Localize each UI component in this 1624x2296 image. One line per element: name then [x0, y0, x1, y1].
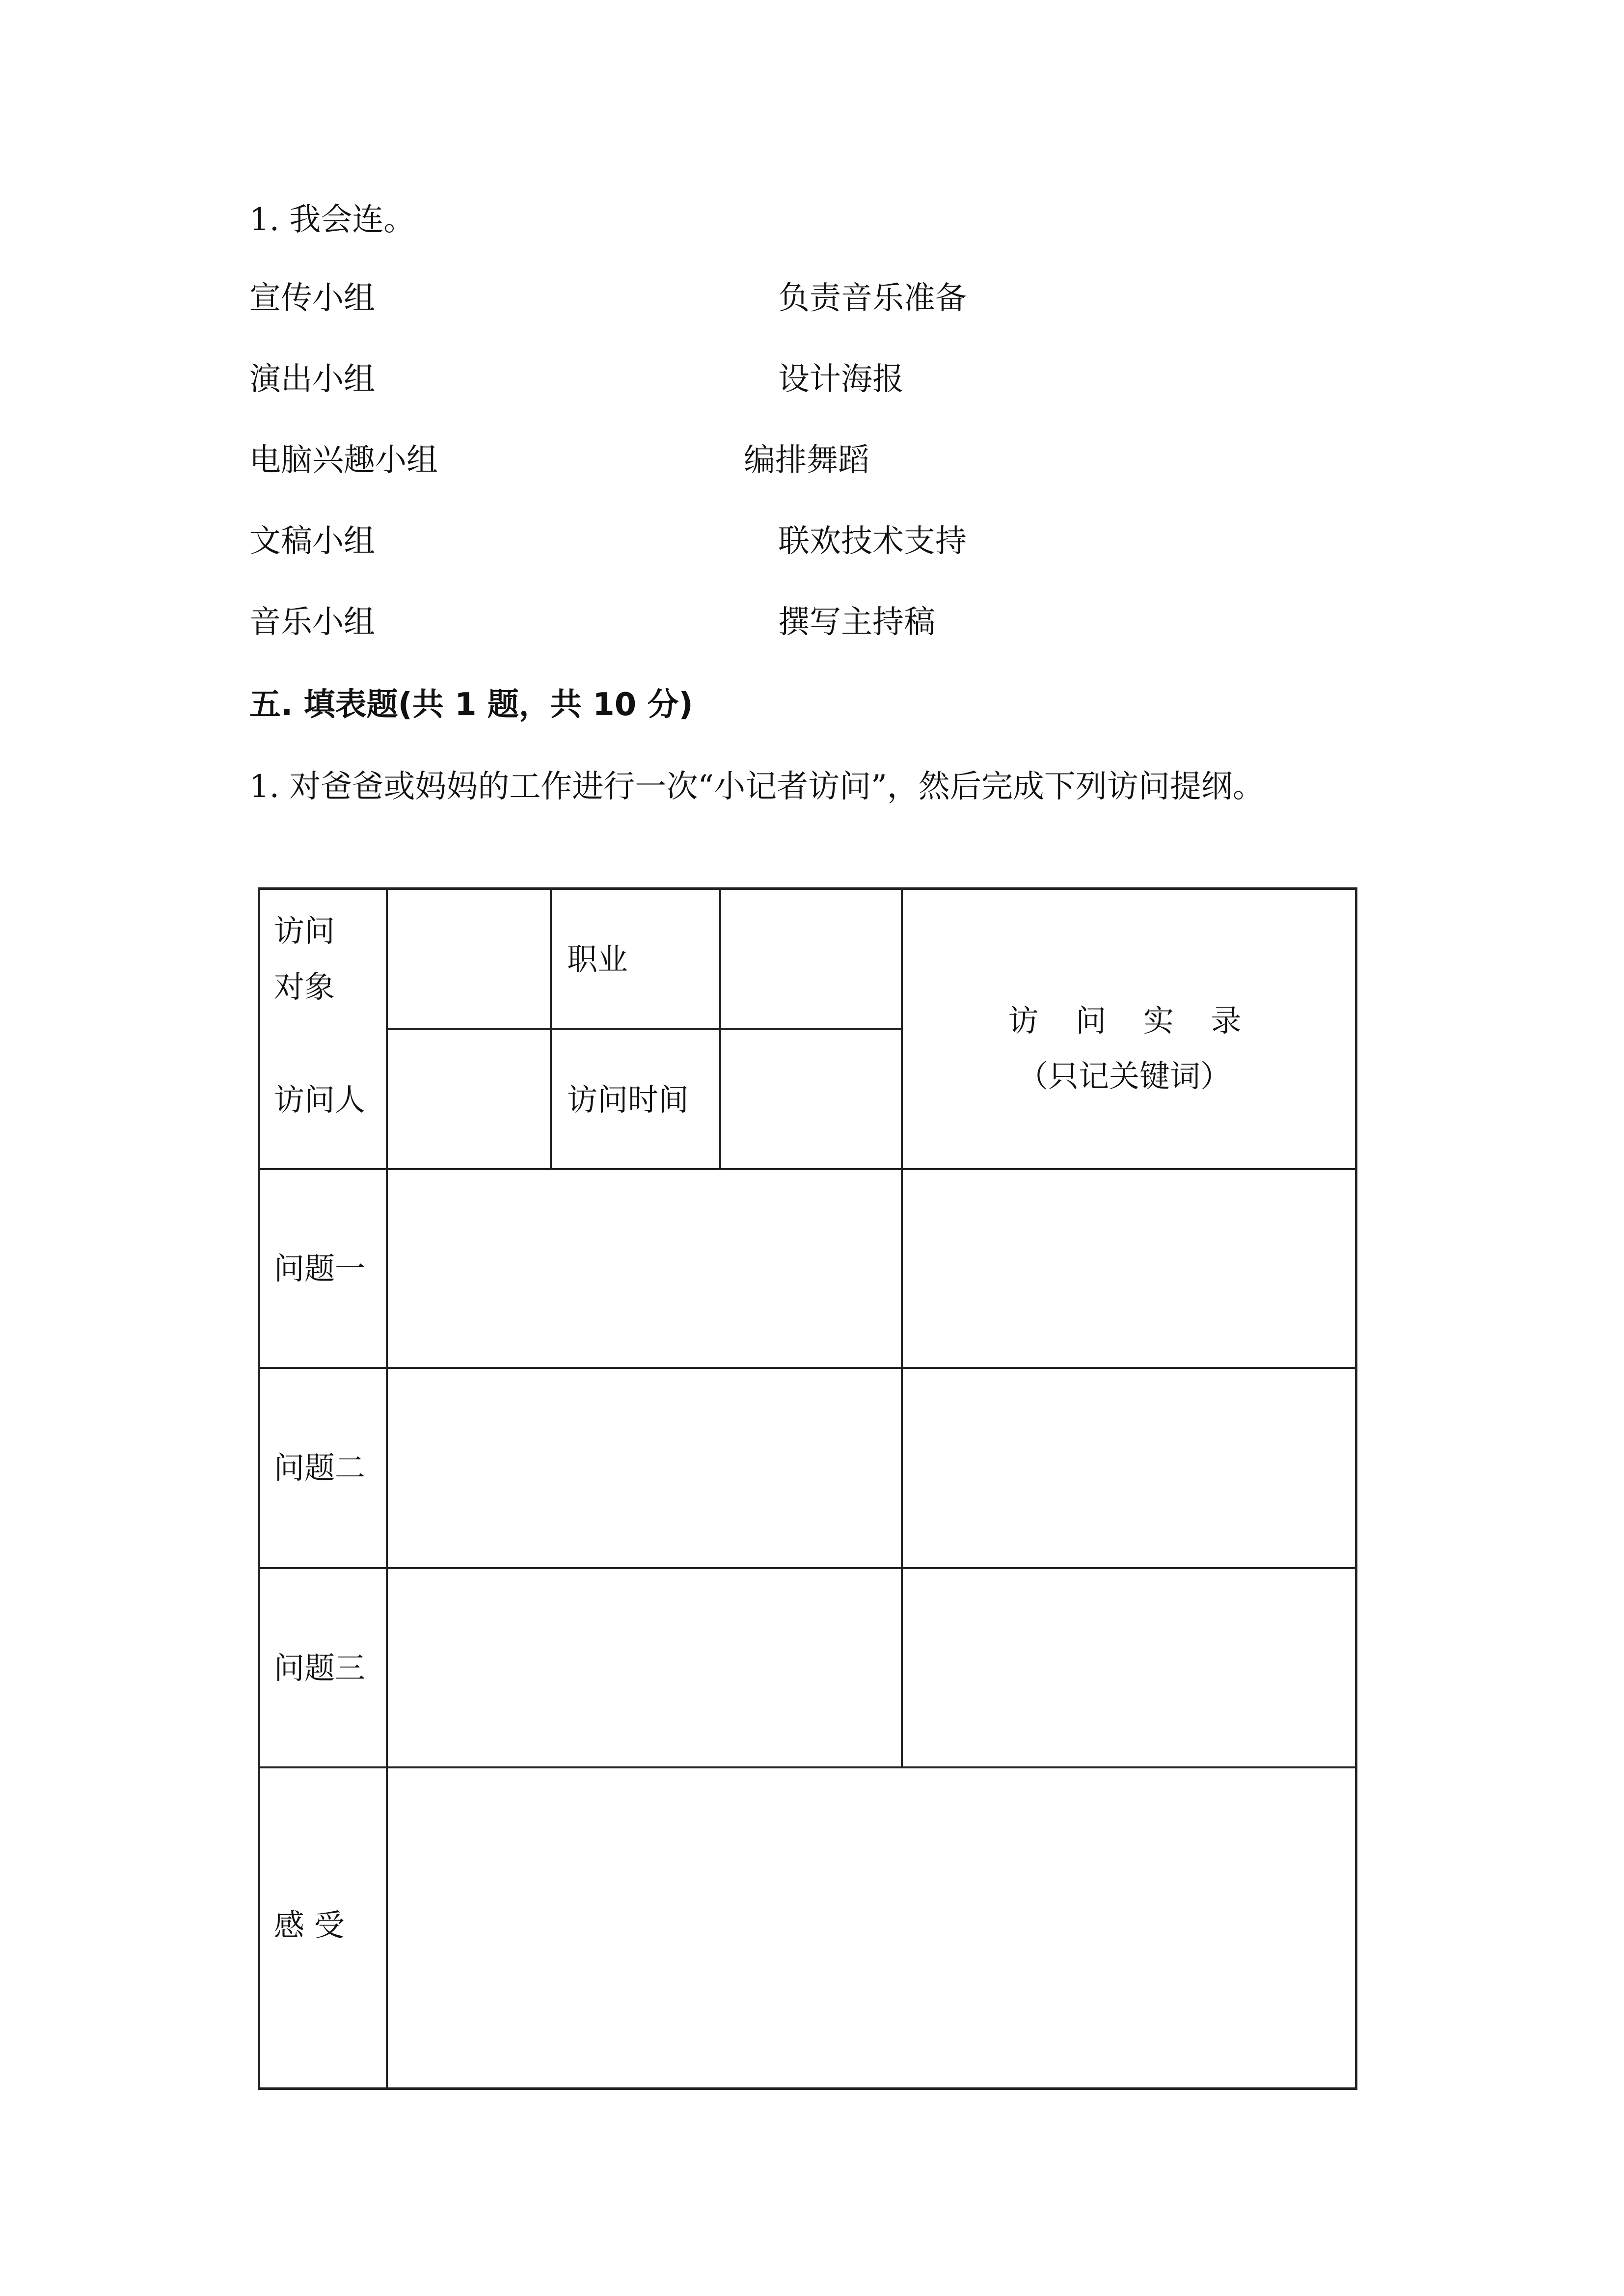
right-item-poster: 设计海报 [778, 361, 904, 398]
table-hline [260, 1766, 1355, 1768]
right-item-dance: 编排舞蹈 [744, 442, 869, 479]
right-item-tech: 联欢技术支持 [778, 523, 967, 560]
left-item-propaganda: 宣传小组 [249, 280, 375, 317]
left-item-music: 音乐小组 [249, 604, 375, 641]
table-hline [260, 1367, 1355, 1369]
table-vline [386, 890, 388, 2087]
left-item-script: 文稿小组 [249, 523, 375, 560]
table-hline [260, 1567, 1355, 1569]
label-interview-time: 访问时间 [567, 1082, 689, 1118]
label-interviewee-line1: 访问 [274, 913, 335, 949]
table-hline [386, 1028, 903, 1030]
label-interviewer: 访问人 [274, 1082, 366, 1118]
left-item-performance: 演出小组 [249, 361, 375, 398]
label-question-3: 问题三 [274, 1650, 366, 1686]
left-item-computer: 电脑兴趣小组 [249, 442, 438, 479]
right-item-music-prep: 负责音乐准备 [778, 280, 967, 317]
section-title: 五. 填表题(共 1 题，共 10 分) [249, 687, 693, 723]
label-interviewee-line2: 对象 [274, 969, 335, 1005]
label-record-title: 访 问 实 录 [1008, 1003, 1255, 1039]
right-item-host-script: 撰写主持稿 [778, 604, 935, 641]
label-record-note: （只记关键词） [1017, 1058, 1231, 1094]
label-occupation: 职业 [567, 941, 628, 977]
matching-prompt: 1. 我会连。 [249, 202, 415, 238]
interview-table [258, 887, 1357, 2090]
label-feeling: 感 受 [274, 1907, 345, 1943]
table-vline [901, 890, 903, 1768]
label-question-1: 问题一 [274, 1251, 366, 1286]
table-hline [260, 1168, 1355, 1170]
label-question-2: 问题二 [274, 1450, 366, 1486]
table-question: 1. 对爸爸或妈妈的工作进行一次“小记者访问”，然后完成下列访问提纲。 [249, 769, 1264, 805]
